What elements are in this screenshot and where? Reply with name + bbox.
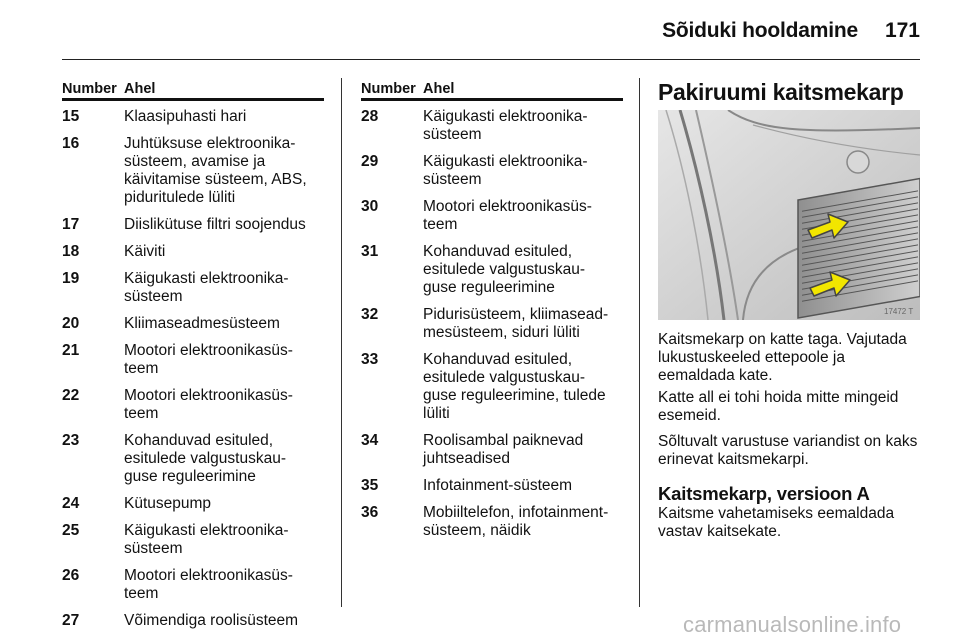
column-divider-right bbox=[639, 78, 640, 607]
paragraph-variants bbox=[658, 433, 923, 469]
circuit-line: süsteem bbox=[124, 540, 183, 557]
fuse-number: 17 bbox=[62, 216, 80, 233]
circuit-line: Käigukasti elektroonika- bbox=[124, 270, 289, 287]
circuit-line: süsteem bbox=[423, 171, 482, 188]
circuit-line: esitulede valgustuskau- bbox=[423, 261, 585, 278]
fuse-number: 21 bbox=[62, 342, 80, 359]
paragraph-line: Katte all ei tohi hoida mitte mingeid bbox=[658, 389, 899, 406]
fuse-circuit bbox=[124, 315, 280, 333]
fuse-number: 33 bbox=[361, 351, 379, 368]
paragraph-replace bbox=[658, 505, 923, 541]
circuit-line: Kohanduvad esituled, bbox=[423, 351, 573, 368]
circuit-line: teem bbox=[124, 585, 159, 602]
column-header-circuit: Ahel bbox=[423, 81, 455, 97]
fuse-number: 15 bbox=[62, 108, 80, 125]
table-row bbox=[62, 216, 324, 234]
fuse-number: 26 bbox=[62, 567, 80, 584]
fuse-box-illustration bbox=[658, 110, 920, 320]
table-row bbox=[62, 315, 324, 333]
circuit-line: Juhtüksuse elektroonika- bbox=[124, 135, 296, 152]
circuit-line: Infotainment-süsteem bbox=[423, 477, 573, 494]
circuit-line: Kohanduvad esituled, bbox=[124, 432, 274, 449]
circuit-line: Kohanduvad esituled, bbox=[423, 243, 573, 260]
fuse-circuit bbox=[124, 495, 211, 513]
fuse-circuit bbox=[124, 135, 307, 207]
page-header bbox=[62, 0, 920, 60]
table-row bbox=[361, 477, 623, 495]
fuse-table-left bbox=[62, 81, 324, 629]
fuse-circuit bbox=[423, 153, 588, 189]
page-title: Sõiduki hooldamine bbox=[662, 19, 858, 42]
circuit-line: esitulede valgustuskau- bbox=[124, 450, 286, 467]
table-row bbox=[361, 108, 623, 144]
circuit-line: Kütusepump bbox=[124, 495, 212, 512]
table-row bbox=[62, 342, 324, 378]
table-row bbox=[62, 612, 324, 630]
circuit-line: piduritulede lüliti bbox=[124, 189, 236, 206]
fuse-number: 18 bbox=[62, 243, 80, 260]
section-title: Pakiruumi kaitsmekarp bbox=[658, 79, 904, 105]
circuit-line: esitulede valgustuskau- bbox=[423, 369, 585, 386]
paragraph-line: Kaitsme vahetamiseks eemaldada bbox=[658, 505, 895, 522]
fuse-number: 25 bbox=[62, 522, 80, 539]
table-header bbox=[62, 81, 324, 101]
paragraph-line: erinevat kaitsmekarpi. bbox=[658, 451, 809, 468]
fuse-circuit bbox=[124, 522, 289, 558]
fuse-number: 30 bbox=[361, 198, 379, 215]
circuit-line: Kliimaseadmesüsteem bbox=[124, 315, 280, 332]
circuit-line: käivitamise süsteem, ABS, bbox=[124, 171, 307, 188]
page-number: 171 bbox=[884, 19, 920, 42]
fuse-number: 28 bbox=[361, 108, 379, 125]
table-row bbox=[62, 495, 324, 513]
fuse-circuit bbox=[423, 351, 606, 423]
paragraph-warning bbox=[658, 389, 923, 425]
watermark: carmanualsonline.info bbox=[683, 612, 902, 637]
fuse-circuit bbox=[423, 243, 585, 297]
fuse-circuit bbox=[124, 387, 293, 423]
circuit-line: teem bbox=[124, 405, 159, 422]
paragraph-line: vastav kaitsekate. bbox=[658, 523, 782, 540]
fuse-table-right bbox=[361, 81, 623, 539]
circuit-line: Käiviti bbox=[124, 243, 166, 260]
table-row bbox=[361, 432, 623, 468]
table-row bbox=[361, 153, 623, 189]
fuse-number: 35 bbox=[361, 477, 379, 494]
fuse-number: 23 bbox=[62, 432, 80, 449]
table-row bbox=[361, 198, 623, 234]
fuse-circuit bbox=[423, 504, 608, 540]
column-divider-left bbox=[341, 78, 342, 607]
circuit-line: Käigukasti elektroonika- bbox=[423, 108, 588, 125]
circuit-line: Diislikütuse filtri soojendus bbox=[124, 216, 306, 233]
fuse-number: 22 bbox=[62, 387, 80, 404]
circuit-line: süsteem bbox=[124, 288, 183, 305]
circuit-line: guse reguleerimine bbox=[124, 468, 256, 485]
circuit-line: Võimendiga roolisüsteem bbox=[124, 612, 299, 629]
paragraph-line: Kaitsmekarp on katte taga. Vajutada bbox=[658, 331, 907, 348]
circuit-line: Mootori elektroonikasüs- bbox=[124, 567, 293, 584]
fuse-circuit bbox=[124, 342, 293, 378]
circuit-line: Käigukasti elektroonika- bbox=[423, 153, 588, 170]
fuse-circuit bbox=[124, 567, 293, 603]
table-row bbox=[62, 108, 324, 126]
circuit-line: Mootori elektroonikasüs- bbox=[124, 387, 293, 404]
fuse-number: 20 bbox=[62, 315, 80, 332]
fuse-number: 36 bbox=[361, 504, 379, 521]
column-header-circuit: Ahel bbox=[124, 81, 156, 97]
table-row bbox=[62, 135, 324, 207]
fuse-circuit bbox=[423, 477, 572, 495]
table-row bbox=[62, 387, 324, 423]
circuit-line: Mobiiltelefon, infotainment- bbox=[423, 504, 609, 521]
circuit-line: Mootori elektroonikasüs- bbox=[124, 342, 293, 359]
column-header-number: Number bbox=[62, 81, 117, 97]
fuse-circuit bbox=[124, 612, 298, 630]
circuit-line: süsteem bbox=[423, 126, 482, 143]
fuse-number: 29 bbox=[361, 153, 379, 170]
table-row bbox=[62, 270, 324, 306]
circuit-line: guse reguleerimine bbox=[423, 279, 555, 296]
fuse-circuit bbox=[124, 270, 289, 306]
table-row bbox=[361, 243, 623, 297]
fuse-number: 32 bbox=[361, 306, 379, 323]
circuit-line: Pidurisüsteem, kliimasead- bbox=[423, 306, 609, 323]
paragraph-cover bbox=[658, 331, 923, 385]
circuit-line: süsteem, näidik bbox=[423, 522, 531, 539]
paragraph-line: esemeid. bbox=[658, 407, 721, 424]
circuit-line: guse reguleerimine, tulede bbox=[423, 387, 606, 404]
fuse-circuit bbox=[124, 243, 165, 261]
circuit-line: süsteem, avamise ja bbox=[124, 153, 266, 170]
fuse-circuit bbox=[124, 108, 246, 126]
table-header bbox=[361, 81, 623, 101]
table-row bbox=[361, 351, 623, 423]
fuse-circuit bbox=[423, 306, 608, 342]
column-header-number: Number bbox=[361, 81, 416, 97]
table-row bbox=[62, 432, 324, 486]
fuse-number: 31 bbox=[361, 243, 379, 260]
paragraph-line: Sõltuvalt varustuse variandist on kaks bbox=[658, 433, 918, 450]
table-row bbox=[62, 243, 324, 261]
circuit-line: Klaasipuhasti hari bbox=[124, 108, 247, 125]
fuse-number: 16 bbox=[62, 135, 80, 152]
circuit-line: lüliti bbox=[423, 405, 450, 422]
fuse-circuit bbox=[124, 216, 306, 234]
fuse-number: 27 bbox=[62, 612, 80, 629]
table-row bbox=[361, 504, 623, 540]
fuse-number: 19 bbox=[62, 270, 80, 287]
figure-code: 17472 T bbox=[884, 307, 914, 316]
circuit-line: Käigukasti elektroonika- bbox=[124, 522, 289, 539]
paragraph-line: lukustuskeeled ettepoole ja bbox=[658, 349, 845, 366]
circuit-line: teem bbox=[124, 360, 159, 377]
subheading-version-a: Kaitsmekarp, versioon A bbox=[658, 483, 870, 504]
fuse-circuit bbox=[423, 432, 583, 468]
circuit-line: juhtseadised bbox=[423, 450, 511, 467]
table-row bbox=[62, 567, 324, 603]
fuse-circuit bbox=[124, 432, 286, 486]
fuse-circuit bbox=[423, 108, 588, 144]
fuse-number: 24 bbox=[62, 495, 80, 512]
paragraph-line: eemaldada kate. bbox=[658, 367, 773, 384]
fuse-circuit bbox=[423, 198, 592, 234]
circuit-line: Mootori elektroonikasüs- bbox=[423, 198, 592, 215]
table-row bbox=[62, 522, 324, 558]
circuit-line: mesüsteem, siduri lüliti bbox=[423, 324, 580, 341]
fuse-number: 34 bbox=[361, 432, 379, 449]
circuit-line: teem bbox=[423, 216, 458, 233]
trunk-fusebox-drawing bbox=[658, 110, 920, 320]
circuit-line: Roolisambal paiknevad bbox=[423, 432, 584, 449]
table-row bbox=[361, 306, 623, 342]
